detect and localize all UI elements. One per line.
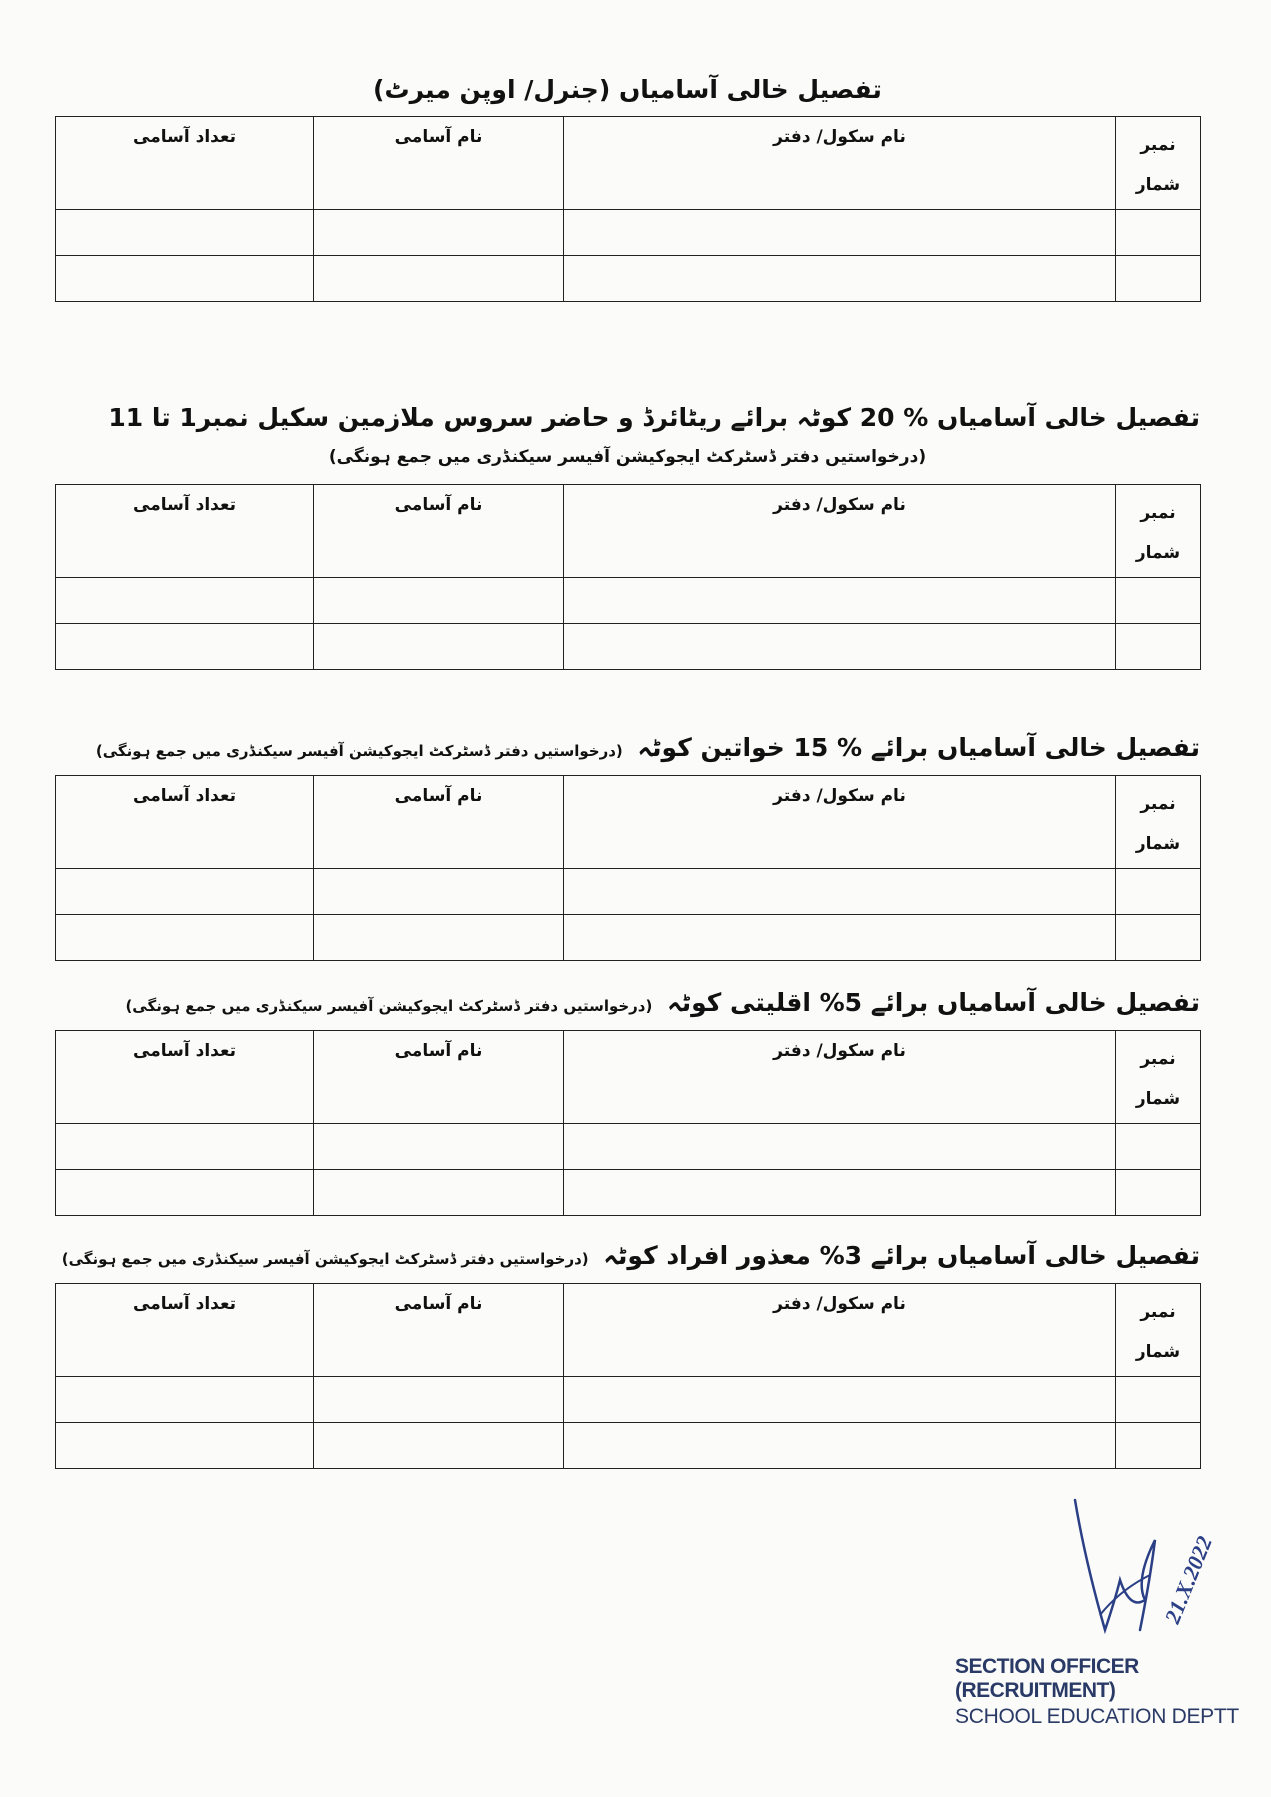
serial-header: نمبر شمار [1135, 503, 1181, 563]
vacancy-table [55, 1283, 1201, 1469]
section-title: تفصیل خالی آسامیاں برائے 3% معذور افراد کوٹہ [603, 1241, 1200, 1270]
section-note: (درخواستیں دفتر ڈسٹرکٹ ایجوکیشن آفیسر سیکنڈری میں جمع ہونگی) [125, 997, 653, 1015]
serial-header: نمبر شمار [1135, 135, 1181, 195]
vacancy-table [55, 775, 1201, 961]
table-row [56, 1377, 1201, 1423]
serial-header: نمبر شمار [1135, 1302, 1181, 1362]
signatory-department: SCHOOL EDUCATION DEPTT [955, 1705, 1239, 1728]
handwritten-signature [1060, 1480, 1220, 1650]
post-name-header: نام آسامی [394, 495, 483, 515]
vacancy-table [55, 1030, 1201, 1216]
signature-date: 21.X.2022 [1159, 1532, 1217, 1627]
post-name-header: نام آسامی [394, 1294, 483, 1314]
table-header-row [56, 485, 1201, 578]
serial-header: نمبر شمار [1135, 1049, 1181, 1109]
section-subtitle: (درخواستیں دفتر ڈسٹرکٹ ایجوکیشن آفیسر سیکنڈری میں جمع ہونگی) [328, 447, 927, 467]
section-20-percent-quota [55, 400, 1200, 670]
post-count-header: تعداد آسامی [133, 1294, 236, 1314]
school-office-header: نام سکول/ دفتر [773, 127, 906, 147]
table-header-row [56, 117, 1201, 210]
section-5-percent-minority-quota [55, 985, 1200, 1216]
table-row [56, 1124, 1201, 1170]
school-office-header: نام سکول/ دفتر [773, 786, 906, 806]
section-general-open-merit [55, 72, 1200, 302]
section-title: تفصیل خالی آسامیاں برائے 5% اقلیتی کوٹہ [667, 988, 1200, 1017]
signature-block [955, 1655, 1255, 1729]
post-name-header: نام آسامی [394, 1041, 483, 1061]
table-row [56, 624, 1201, 670]
school-office-header: نام سکول/ دفتر [773, 1294, 906, 1314]
table-header-row [56, 1284, 1201, 1377]
post-name-header: نام آسامی [394, 786, 483, 806]
post-count-header: تعداد آسامی [133, 127, 236, 147]
table-row [56, 869, 1201, 915]
section-title-row [55, 1238, 1200, 1277]
table-row [56, 1423, 1201, 1469]
table-row [56, 915, 1201, 961]
section-15-percent-women-quota [55, 730, 1200, 961]
post-count-header: تعداد آسامی [133, 786, 236, 806]
section-title: تفصیل خالی آسامیاں % 20 کوٹہ برائے ریٹائرڈ و حاضر سروس ملازمین سکیل نمبر1 تا 11 [108, 403, 1200, 432]
table-header-row [56, 776, 1201, 869]
table-header-row [56, 1031, 1201, 1124]
serial-header: نمبر شمار [1135, 794, 1181, 854]
post-count-header: تعداد آسامی [133, 495, 236, 515]
post-count-header: تعداد آسامی [133, 1041, 236, 1061]
table-row [56, 210, 1201, 256]
vacancy-table [55, 484, 1201, 670]
table-row [56, 256, 1201, 302]
table-row [56, 1170, 1201, 1216]
section-note: (درخواستیں دفتر ڈسٹرکٹ ایجوکیشن آفیسر سیکنڈری میں جمع ہونگی) [95, 742, 623, 760]
section-title: تفصیل خالی آسامیاں (جنرل/ اوپن میرٹ) [373, 75, 882, 104]
section-title-row [55, 730, 1200, 769]
section-title-row [55, 985, 1200, 1024]
section-title: تفصیل خالی آسامیاں برائے % 15 خواتین کوٹہ [637, 733, 1200, 762]
table-row [56, 578, 1201, 624]
school-office-header: نام سکول/ دفتر [773, 495, 906, 515]
signatory-title: SECTION OFFICER (RECRUITMENT) [955, 1655, 1139, 1702]
school-office-header: نام سکول/ دفتر [773, 1041, 906, 1061]
vacancy-table [55, 116, 1201, 302]
section-3-percent-disabled-quota [55, 1238, 1200, 1469]
section-note: (درخواستیں دفتر ڈسٹرکٹ ایجوکیشن آفیسر سیکنڈری میں جمع ہونگی) [61, 1250, 589, 1268]
post-name-header: نام آسامی [394, 127, 483, 147]
